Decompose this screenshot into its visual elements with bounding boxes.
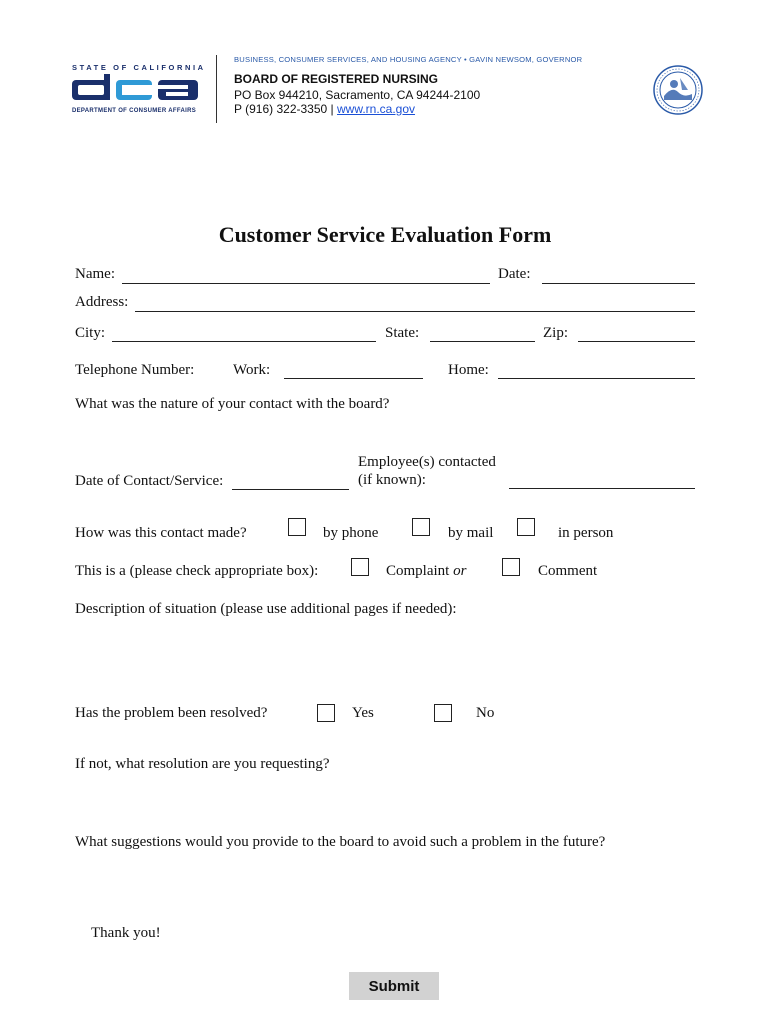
description-label: Description of situation (please use additional pages if needed): (75, 601, 457, 617)
resolved-yes-label: Yes (352, 705, 374, 721)
employee-field[interactable] (509, 488, 695, 489)
date-label: Date: (498, 266, 531, 282)
state-label: State: (385, 325, 420, 341)
form-title: Customer Service Evaluation Form (218, 222, 552, 247)
address-field[interactable] (135, 311, 695, 312)
state-seal-icon (652, 64, 704, 116)
zip-field[interactable] (578, 341, 695, 342)
telephone-label: Telephone Number: (75, 362, 195, 378)
board-phone: P (916) 322-3350 | (234, 102, 334, 116)
name-label: Name: (75, 266, 115, 282)
comment-label: Comment (538, 563, 598, 579)
complaint-checkbox[interactable] (351, 558, 369, 576)
type-question: This is a (please check appropriate box): (75, 563, 319, 579)
employee-label-line1: Employee(s) contacted (358, 454, 496, 470)
work-phone-label: Work: (233, 362, 271, 378)
header-divider (216, 55, 217, 123)
resolution-question: If not, what resolution are you requesting? (75, 756, 330, 772)
agency-line: BUSINESS, CONSUMER SERVICES, AND HOUSING AGENCY • GAVIN NEWSOM, GOVERNOR (234, 55, 583, 64)
complaint-label (386, 563, 466, 580)
resolved-question: Has the problem been resolved? (75, 705, 268, 721)
board-address: PO Box 944210, Sacramento, CA 94244-2100 (234, 88, 481, 102)
logo-state-text: STATE OF CALIFORNIA (72, 63, 206, 72)
suggestion-field[interactable] (75, 856, 695, 916)
by-phone-label: by phone (323, 525, 379, 541)
city-field[interactable] (112, 341, 376, 342)
dca-logo-icon (70, 74, 202, 104)
submit-button[interactable]: Submit (349, 972, 439, 1000)
resolution-field[interactable] (75, 778, 695, 828)
thank-you-text: Thank you! (91, 925, 161, 941)
by-mail-label: by mail (448, 525, 494, 541)
name-field[interactable] (122, 283, 490, 284)
comment-checkbox[interactable] (502, 558, 520, 576)
resolved-no-label: No (476, 705, 495, 721)
suggestion-question: What suggestions would you provide to the board to avoid such a problem in the future? (75, 834, 606, 850)
board-name: BOARD OF REGISTERED NURSING (234, 72, 439, 86)
description-field[interactable] (75, 622, 695, 692)
nature-question: What was the nature of your contact with the board? (75, 396, 390, 412)
complaint-text: Complaint (386, 563, 454, 579)
logo-department-text: DEPARTMENT OF CONSUMER AFFAIRS (72, 108, 196, 114)
address-label: Address: (75, 294, 129, 310)
board-contact-line (234, 102, 415, 116)
zip-label: Zip: (543, 325, 568, 341)
work-phone-field[interactable] (284, 378, 423, 379)
home-phone-label: Home: (448, 362, 489, 378)
in-person-checkbox[interactable] (517, 518, 535, 536)
date-contact-field[interactable] (232, 489, 349, 490)
city-label: City: (75, 325, 106, 341)
by-phone-checkbox[interactable] (288, 518, 306, 536)
resolved-yes-checkbox[interactable] (317, 704, 335, 722)
in-person-label: in person (558, 525, 614, 541)
resolved-no-checkbox[interactable] (434, 704, 452, 722)
complaint-or-text: or (453, 563, 467, 579)
board-website-link[interactable]: www.rn.ca.gov (336, 102, 416, 116)
employee-label-line2: (if known): (358, 472, 426, 488)
date-field[interactable] (542, 283, 695, 284)
state-field[interactable] (430, 341, 535, 342)
home-phone-field[interactable] (498, 378, 695, 379)
by-mail-checkbox[interactable] (412, 518, 430, 536)
contact-method-question: How was this contact made? (75, 525, 247, 541)
date-contact-label: Date of Contact/Service: (75, 473, 224, 489)
